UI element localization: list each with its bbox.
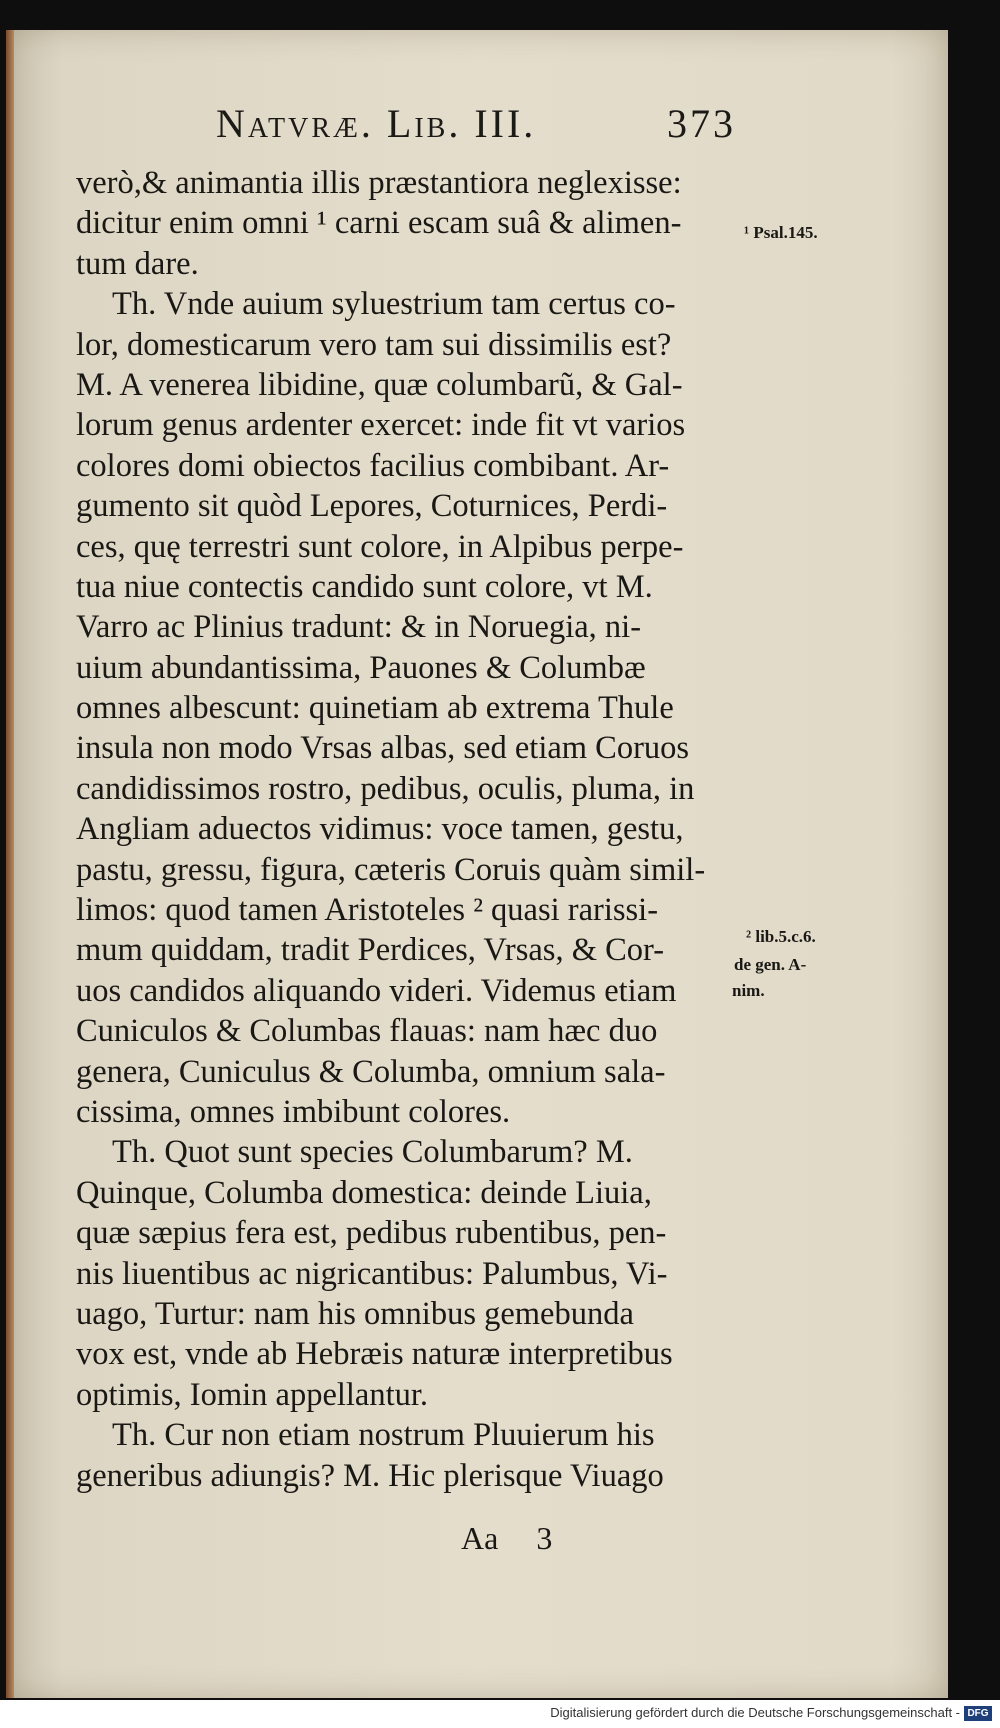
text-line: uos candidos aliquando videri. Videmus etiam [76, 972, 677, 1009]
signature-mark: Aa 3 [461, 1520, 553, 1556]
text-line: Cuniculos & Columbas flauas: nam hæc duo [76, 1013, 658, 1050]
dfg-logo-icon: DFG [964, 1706, 992, 1721]
page-spine-edge [6, 30, 14, 1698]
text-line: vox est, vnde ab Hebræis naturæ interpretibus [76, 1336, 673, 1373]
text-line: tua niue contectis candido sunt colore, vt M. [76, 568, 653, 605]
text-line: limos: quod tamen Aristoteles ² quasi rarissi- [76, 892, 659, 929]
text-line: Th. Cur non etiam nostrum Pluuierum his [112, 1417, 655, 1454]
running-header [216, 100, 736, 160]
running-title: Natvræ. Lib. III. [216, 101, 537, 146]
text-line: nis liuentibus ac nigricantibus: Palumbus, Vi- [76, 1255, 668, 1292]
text-line: ces, quę terrestri sunt colore, in Alpibus perpe- [76, 528, 684, 565]
digitization-credit: Digitalisierung gefördert durch die Deutsche Forschungsgemeinschaft - [550, 1705, 960, 1720]
text-line: dicitur enim omni ¹ carni escam suâ & alimen- [76, 205, 682, 242]
text-line: generibus adiungis? M. Hic plerisque Viuago [76, 1457, 664, 1494]
text-line: Angliam aduectos vidimus: voce tamen, gestu, [76, 811, 684, 848]
text-line: insula non modo Vrsas albas, sed etiam Coruos [76, 730, 690, 767]
text-line: Varro ac Plinius tradunt: & in Noruegia, ni- [76, 609, 642, 646]
text-line: lorum genus ardenter exercet: inde fit vt varios [76, 407, 686, 444]
margin-note-aristotle-1: ² lib.5.c.6. [746, 927, 816, 946]
text-line: colores domi obiectos facilius combibant. Ar- [76, 447, 670, 484]
text-line: candidissimos rostro, pedibus, oculis, pluma, in [76, 770, 695, 807]
text-line: cissima, omnes imbibunt colores. [76, 1093, 511, 1130]
text-line: optimis, Iomin appellantur. [76, 1376, 429, 1413]
text-line: Th. Vnde auium syluestrium tam certus co- [112, 286, 676, 323]
text-line: verò,& animantia illis præstantiora neglexisse: [76, 165, 682, 201]
text-line: mum quiddam, tradit Perdices, Vrsas, & Cor- [76, 932, 665, 969]
page-number: 373 [667, 101, 736, 146]
text-line: quæ sæpius fera est, pedibus rubentibus, pen- [76, 1215, 667, 1252]
margin-note-aristotle-2: de gen. A- [734, 955, 807, 974]
text-line: Th. Quot sunt species Columbarum? M. [112, 1134, 633, 1171]
text-line: Quinque, Columba domestica: deinde Liuia, [76, 1174, 652, 1211]
text-line: omnes albescunt: quinetiam ab extrema Thule [76, 690, 674, 727]
text-line: pastu, gressu, figura, cæteris Coruis quàm simil- [76, 851, 706, 888]
text-line: tum dare. [76, 245, 199, 282]
credit-bar [0, 1700, 1000, 1728]
text-line: genera, Cuniculus & Columba, omnium sala- [76, 1053, 666, 1090]
book-page [6, 30, 948, 1698]
text-line: M. A venerea libidine, quæ columbarũ, & Gal- [76, 366, 683, 403]
margin-note-psalm: ¹ Psal.145. [744, 223, 818, 242]
text-line: lor, domesticarum vero tam sui dissimilis est? [76, 326, 672, 363]
text-line: gumento sit quòd Lepores, Coturnices, Perdi- [76, 488, 668, 525]
body-text [76, 163, 751, 1496]
text-line: uium abundantissima, Pauones & Columbæ [76, 649, 646, 686]
text-line: uago, Turtur: nam his omnibus gemebunda [76, 1295, 634, 1332]
margin-note-aristotle-3: nim. [732, 981, 765, 1000]
